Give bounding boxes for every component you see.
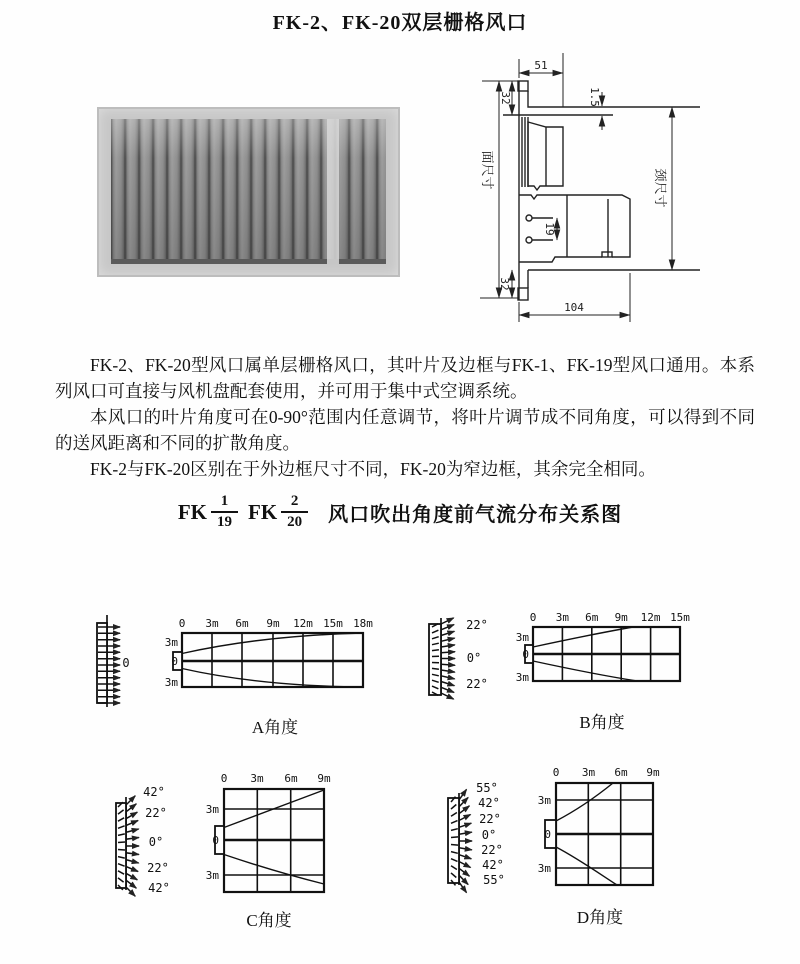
x-ticks-b — [530, 611, 691, 624]
dim-19: 19 — [543, 222, 556, 236]
svg-text:22°: 22° — [481, 843, 503, 857]
dimension-lines — [499, 73, 672, 315]
svg-text:3m: 3m — [537, 794, 551, 807]
angle-label-a: 0 — [122, 656, 130, 670]
flow-envelope-upper-b — [533, 627, 633, 647]
svg-text:6m: 6m — [585, 611, 599, 624]
svg-text:3m: 3m — [581, 766, 596, 779]
diagram-d — [425, 760, 715, 895]
angle-labels-c — [143, 785, 170, 895]
caption-c: C角度 — [246, 911, 292, 930]
grid-b — [533, 627, 680, 681]
page-title: FK-2、FK-20双层栅格风口 — [272, 12, 528, 34]
svg-text:3m: 3m — [250, 772, 264, 785]
dim-32-bottom: 32 — [498, 277, 511, 291]
svg-text:0: 0 — [220, 772, 228, 785]
svg-text:42°: 42° — [143, 785, 165, 799]
y-labels-d — [538, 794, 552, 875]
svg-text:0: 0 — [178, 617, 186, 630]
caption-b: B角度 — [579, 713, 625, 732]
angle-labels-b — [466, 618, 488, 691]
svg-text:9m: 9m — [646, 766, 660, 779]
neck-size-label: 颈尺寸 — [653, 168, 668, 208]
airflow-arrows-d — [459, 789, 472, 892]
svg-text:22°: 22° — [479, 812, 501, 826]
paragraph-2: 本风口的叶片角度可在0-90°范围内任意调节，将叶片调节成不同角度，可以得到不同的送风距离和不同的扩散角度。 — [55, 407, 755, 453]
svg-text:3m: 3m — [555, 611, 570, 624]
light-slat — [327, 119, 339, 264]
svg-text:3m: 3m — [205, 617, 219, 630]
svg-text:9m: 9m — [317, 772, 331, 785]
section-outline — [503, 81, 700, 300]
grid-d — [556, 783, 653, 885]
airflow-arrows-c — [126, 796, 139, 896]
y-labels-b — [516, 631, 530, 684]
dimension-drawing — [460, 45, 800, 335]
dim-32-top: 32 — [499, 91, 512, 105]
section-subtitle — [0, 494, 800, 530]
svg-text:6m: 6m — [284, 772, 298, 785]
body-text — [55, 352, 755, 482]
svg-text:42°: 42° — [482, 858, 504, 872]
svg-text:15m: 15m — [670, 611, 690, 624]
svg-text:0: 0 — [544, 828, 551, 841]
svg-text:0°: 0° — [148, 835, 164, 849]
caption-a: A角度 — [251, 718, 299, 737]
x-ticks-c — [221, 772, 331, 785]
y-labels-a — [165, 636, 179, 689]
slat-highlight-layer — [111, 119, 386, 264]
svg-text:3m: 3m — [164, 676, 178, 689]
svg-text:12m: 12m — [293, 617, 313, 630]
diagram-b — [425, 600, 715, 710]
svg-text:22°: 22° — [147, 861, 169, 875]
svg-text:9m: 9m — [614, 611, 628, 624]
x-ticks-a — [179, 617, 374, 630]
svg-text:42°: 42° — [148, 881, 170, 895]
caption-d: D角度 — [576, 908, 624, 927]
svg-text:42°: 42° — [478, 796, 500, 810]
fraction-denominator: 20 — [281, 511, 308, 530]
flow-envelope-upper-d — [556, 783, 613, 821]
svg-text:0: 0 — [171, 655, 178, 668]
grille-photo — [97, 107, 400, 277]
fraction-denominator: 19 — [211, 511, 238, 530]
svg-text:3m: 3m — [205, 803, 219, 816]
grid-a — [182, 633, 363, 687]
svg-text:3m: 3m — [205, 869, 219, 882]
flow-envelope-lower-d — [556, 847, 617, 885]
dim-1-5: 1.5 — [588, 87, 601, 107]
svg-text:3m: 3m — [537, 862, 551, 875]
fk-label-1: FK — [177, 499, 207, 524]
angle-labels-d — [476, 781, 505, 887]
svg-text:0°: 0° — [481, 828, 497, 842]
svg-text:22°: 22° — [466, 618, 488, 632]
paragraph-3: FK-2与FK-20区别在于外边框尺寸不同，FK-20为窄边框，其余完全相同。 — [90, 459, 656, 479]
svg-text:12m: 12m — [640, 611, 661, 624]
airflow-arrows-b — [441, 618, 455, 699]
diagram-c — [90, 765, 380, 900]
svg-text:22°: 22° — [145, 806, 167, 820]
svg-text:0: 0 — [552, 766, 560, 779]
subtitle-text: 风口吹出角度前气流分布关系图 — [328, 503, 623, 526]
fraction-numerator: 1 — [220, 493, 229, 509]
svg-text:6m: 6m — [235, 617, 249, 630]
fraction-2-20 — [281, 494, 308, 530]
diagram-a — [90, 605, 380, 715]
svg-text:0: 0 — [212, 834, 219, 847]
fraction-1-19 — [211, 494, 238, 530]
svg-text:15m: 15m — [323, 617, 343, 630]
y-labels-c — [206, 803, 220, 882]
svg-text:18m: 18m — [353, 617, 373, 630]
dim-104: 104 — [564, 301, 584, 314]
svg-text:0°: 0° — [466, 651, 482, 665]
dim-51: 51 — [534, 59, 548, 72]
svg-text:9m: 9m — [266, 617, 280, 630]
svg-text:3m: 3m — [515, 631, 529, 644]
svg-text:6m: 6m — [614, 766, 628, 779]
fk-label-2: FK — [248, 499, 278, 524]
svg-text:22°: 22° — [466, 677, 488, 691]
svg-text:55°: 55° — [476, 781, 498, 795]
grid-c — [224, 789, 324, 892]
svg-text:0: 0 — [522, 648, 529, 661]
fraction-numerator: 2 — [290, 493, 299, 509]
grille-a — [97, 615, 107, 707]
svg-text:55°: 55° — [483, 873, 505, 887]
svg-text:3m: 3m — [515, 671, 529, 684]
x-ticks-d — [553, 766, 660, 779]
svg-text:3m: 3m — [164, 636, 178, 649]
svg-text:0: 0 — [529, 611, 537, 624]
paragraph-1: FK-2、FK-20型风口属单层栅格风口，其叶片及边框与FK-1、FK-19型风口通用。本系列风口可直接与风机盘配套使用，并可用于集中式空调系统。 — [55, 355, 755, 401]
flow-envelope-lower-c — [224, 855, 324, 885]
face-size-label: 面尺寸 — [480, 150, 495, 190]
